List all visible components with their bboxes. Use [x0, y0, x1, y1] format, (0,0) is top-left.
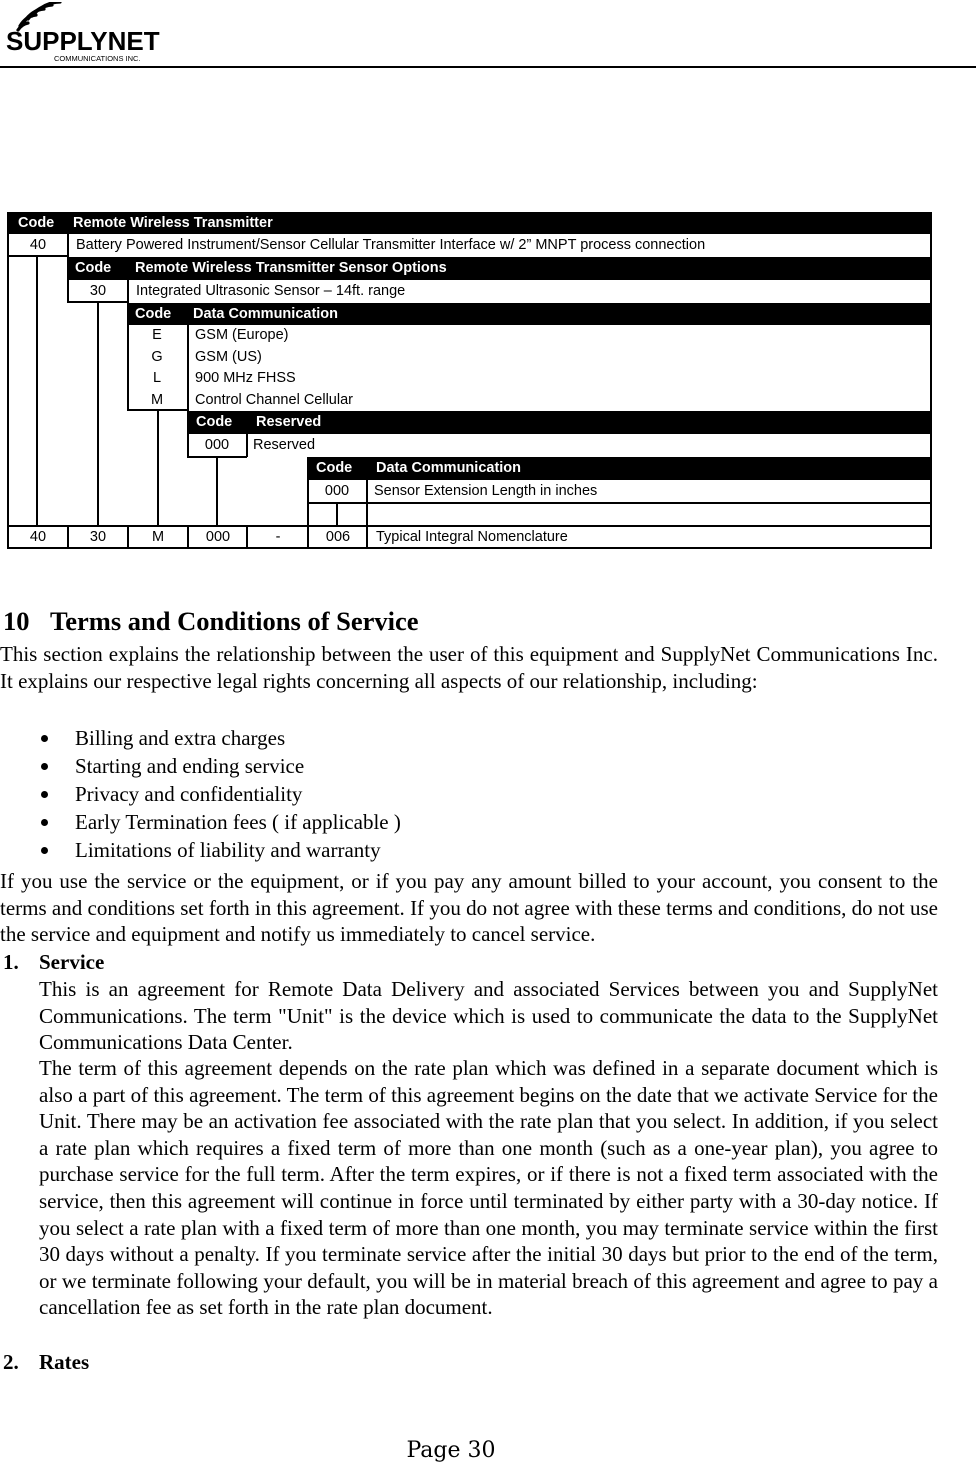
table-border: [216, 456, 218, 526]
header-title: Reserved: [256, 414, 322, 430]
intro-paragraph: This section explains the relationship between the user of this equipment and SupplyNet Communications Inc. It explains our respective legal rights concerning all aspects of our relationship, including:: [0, 642, 938, 693]
level3-desc: GSM (Europe): [195, 327, 289, 343]
table-border: [67, 234, 69, 257]
example-cell: 30: [89, 529, 107, 545]
table-border: [246, 525, 248, 548]
bullet-icon: [41, 763, 48, 770]
table-border: [366, 480, 368, 548]
table-border: [36, 256, 38, 526]
model-nomenclature-table: [0, 0, 976, 560]
list-item: Billing and extra charges: [42, 724, 401, 752]
example-cell: M: [151, 529, 165, 545]
subsection-heading-rates: 2. Rates: [3, 1350, 90, 1374]
table-border: [246, 434, 248, 457]
term-paragraph: The term of this agreement depends on the rate plan which was defined in a separate document which is also a part of this agreement. The term of this agreement begins on the date that we activate Service for the Unit. There may be an activation fee associated with the rate plan that you select. In addition, if you select a rate plan which requires a fixed term of more than one month (such as a one-year plan), you agree to purchase service for the full term. After the term expires, or if there is not a fixed term associated with the service, then this agreement will continue in force until terminated by either party with a 30-day notice. If you select a rate plan with a fixed term of more than one month, you may terminate service within the first 30 days without a penalty. If you terminate service after the initial 30 days but prior to the end of the term, or we terminate following your default, you will be in material breach of this agreement and agree to pay a cancellation fee as set forth in the rate plan document.: [39, 1056, 938, 1320]
header-code: Code: [316, 460, 353, 476]
table-border: [127, 525, 129, 548]
level2-code: 30: [89, 283, 107, 299]
table-header-level5: [308, 457, 931, 480]
level1-code: 40: [29, 237, 47, 253]
list-item: Early Termination fees ( if applicable ): [42, 808, 401, 836]
consent-paragraph: If you use the service or the equipment, or if you pay any amount billed to your account, you consent to the terms and conditions set forth in this agreement. If you do not agree with these terms and conditions, do not use the service and equipment and notify us immediately to cancel service.: [0, 869, 938, 947]
header-code: Code: [18, 215, 55, 231]
header-title: Remote Wireless Transmitter Sensor Options: [135, 260, 447, 276]
example-cell: 000: [205, 529, 231, 545]
table-border: [187, 411, 189, 457]
header-code: Code: [196, 414, 233, 430]
level5-code: 000: [324, 483, 350, 499]
level4-desc: Reserved: [253, 437, 316, 453]
example-cell: -: [275, 529, 281, 545]
level3-code: M: [150, 391, 164, 408]
bullet-icon: [41, 847, 48, 854]
table-header-level2: [68, 257, 931, 280]
subsection-heading-service: 1. Service: [3, 950, 105, 974]
list-item: Starting and ending service: [42, 752, 401, 780]
table-border: [7, 525, 932, 527]
example-desc: Typical Integral Nomenclature: [376, 529, 568, 545]
example-cell: 40: [29, 529, 47, 545]
header-code: Code: [75, 260, 112, 276]
section-number: 10: [3, 606, 30, 636]
level2-desc: Integrated Ultrasonic Sensor – 14ft. range: [136, 283, 406, 299]
table-border: [157, 410, 159, 526]
table-border: [336, 503, 338, 526]
table-border: [187, 325, 189, 411]
level3-code: L: [152, 370, 162, 386]
header-title: Data Communication: [376, 460, 522, 476]
level4-code: 000: [204, 437, 230, 453]
list-item: Privacy and confidentiality: [42, 780, 401, 808]
table-border: [7, 547, 932, 549]
section-heading: [3, 606, 419, 637]
level5-desc: Sensor Extension Length in inches: [374, 483, 598, 499]
table-border: [97, 302, 99, 526]
table-border: [187, 525, 189, 548]
table-border: [127, 280, 129, 303]
bullet-icon: [41, 819, 48, 826]
table-header-level1: [8, 212, 931, 234]
topics-list: [42, 724, 401, 864]
table-header-level4: [188, 411, 931, 434]
logo-subtext: COMMUNICATIONS INC.: [54, 54, 141, 63]
logo-wordmark: SUPPLYNET: [6, 26, 160, 56]
table-border: [307, 502, 931, 504]
section-title: Terms and Conditions of Service: [50, 606, 419, 636]
table-border: [67, 257, 69, 303]
page-number: Page 30: [406, 1438, 496, 1463]
header-code: Code: [135, 306, 172, 322]
service-paragraph: This is an agreement for Remote Data Delivery and associated Services between you and SupplyNet Communications. The term "Unit" is the device which is used to communicate the data to the SupplyNet Communications Data Center.: [39, 977, 938, 1055]
bullet-icon: [41, 791, 48, 798]
level3-desc: Control Channel Cellular: [195, 391, 353, 408]
bullet-icon: [41, 735, 48, 742]
level3-code: E: [152, 327, 162, 343]
list-item: Limitations of liability and warranty: [42, 836, 401, 864]
table-header-level3: [128, 303, 931, 325]
level3-desc: 900 MHz FHSS: [195, 370, 296, 386]
table-border: [67, 525, 69, 548]
example-cell: 006: [325, 529, 351, 545]
level3-code: G: [151, 348, 163, 365]
level3-desc: GSM (US): [195, 348, 262, 365]
table-border: [930, 212, 932, 549]
table-border: [7, 212, 9, 549]
header-title: Data Communication: [193, 306, 339, 322]
header-title: Remote Wireless Transmitter: [73, 215, 273, 231]
table-border: [127, 303, 129, 411]
level1-desc: Battery Powered Instrument/Sensor Cellular Transmitter Interface w/ 2” MNPT process connection: [76, 237, 706, 253]
